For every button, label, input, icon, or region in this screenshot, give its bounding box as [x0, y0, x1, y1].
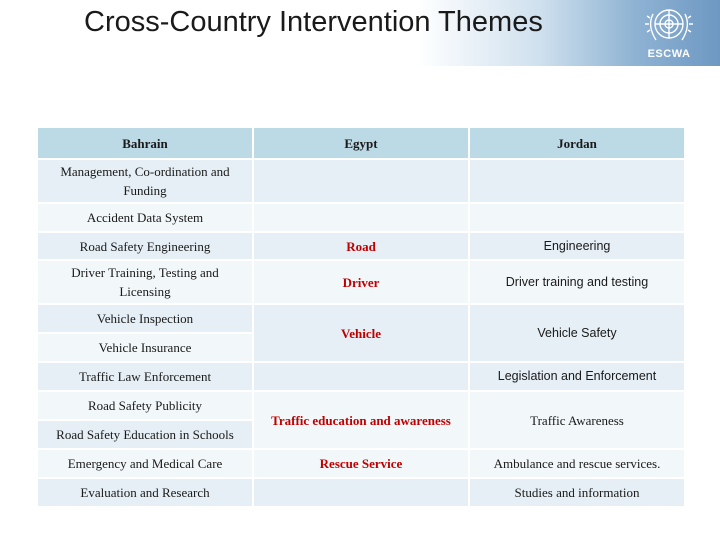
bahrain-cell: Management, Co-ordination and Funding: [38, 160, 252, 202]
column-header-egypt: Egypt: [254, 128, 468, 158]
table-row: [38, 204, 684, 231]
jordan-cell: Engineering: [470, 233, 684, 259]
table-row: [38, 392, 684, 419]
jordan-cell: Traffic Awareness: [470, 392, 684, 448]
egypt-cell: [254, 363, 468, 390]
un-emblem-icon: [634, 2, 704, 48]
egypt-cell: [254, 479, 468, 506]
jordan-cell: Studies and information: [470, 479, 684, 506]
table-row: [38, 233, 684, 259]
egypt-cell: Driver: [254, 261, 468, 303]
column-header-bahrain: Bahrain: [38, 128, 252, 158]
escwa-logo: [634, 2, 704, 64]
table-row: [38, 450, 684, 477]
bahrain-cell: Evaluation and Research: [38, 479, 252, 506]
bahrain-cell: Accident Data System: [38, 204, 252, 231]
egypt-cell: Rescue Service: [254, 450, 468, 477]
jordan-cell: Driver training and testing: [470, 261, 684, 303]
table-row: [38, 261, 684, 303]
jordan-cell: Ambulance and rescue services.: [470, 450, 684, 477]
jordan-cell: Vehicle Safety: [470, 305, 684, 361]
egypt-cell: [254, 204, 468, 231]
table-row: [38, 305, 684, 332]
egypt-cell: Vehicle: [254, 305, 468, 361]
jordan-cell: [470, 160, 684, 202]
jordan-cell: Legislation and Enforcement: [470, 363, 684, 390]
egypt-cell: Road: [254, 233, 468, 259]
table-row: [38, 160, 684, 202]
egypt-cell: Traffic education and awareness: [254, 392, 468, 448]
table-header-row: [38, 128, 684, 158]
table-row: [38, 479, 684, 506]
bahrain-cell: Emergency and Medical Care: [38, 450, 252, 477]
bahrain-cell: Driver Training, Testing and Licensing: [38, 261, 252, 303]
egypt-cell: [254, 160, 468, 202]
title-banner: [0, 0, 720, 66]
bahrain-cell: Traffic Law Enforcement: [38, 363, 252, 390]
column-header-jordan: Jordan: [470, 128, 684, 158]
bahrain-cell: Road Safety Publicity: [38, 392, 252, 419]
bahrain-cell: Road Safety Engineering: [38, 233, 252, 259]
table-row: [38, 363, 684, 390]
bahrain-cell: Road Safety Education in Schools: [38, 421, 252, 448]
logo-text: ESCWA: [647, 48, 691, 60]
bahrain-cell: Vehicle Insurance: [38, 334, 252, 361]
bahrain-cell: Vehicle Inspection: [38, 305, 252, 332]
page-title: Cross-Country Intervention Themes: [84, 6, 543, 38]
themes-table: [36, 126, 686, 508]
jordan-cell: [470, 204, 684, 231]
